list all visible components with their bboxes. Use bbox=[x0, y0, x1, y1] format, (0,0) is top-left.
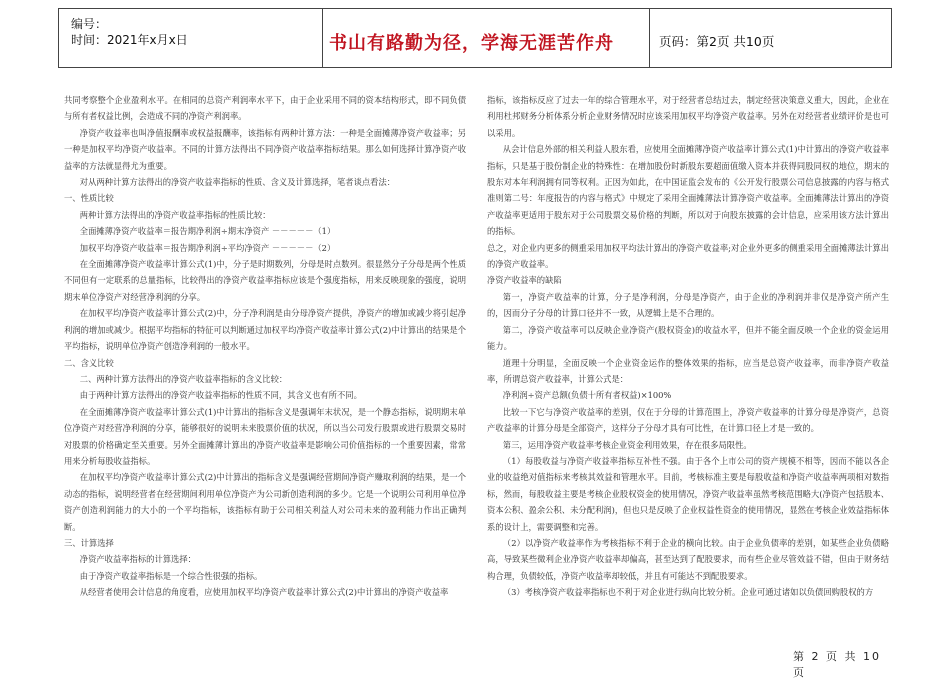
paragraph: 净资产收益率也叫净值报酬率或权益报酬率，该指标有两种计算方法：一种是全面摊薄净资产收益率；另一种是加权平均净资产收益率。不同的计算方法得出不同净资产收益率指标结果。那么如何选择计算净资产收益率的方法就显得尤为重要。 bbox=[64, 127, 466, 171]
document-page bbox=[58, 8, 892, 679]
paragraph: 第一，净资产收益率的计算，分子是净利润，分母是净资产，由于企业的净利润并非仅是净资产所产生的，因而分子分母的计算口径并不一致，从逻辑上是不合理的。 bbox=[487, 291, 889, 319]
paragraph: 道理十分明显，全面反映一个企业资金运作的整体效果的指标，应当是总资产收益率，而非净资产收益率，所谓总资产收益率，计算公式是： bbox=[487, 357, 889, 384]
paragraph: （2）以净资产收益率作为考核指标不利于企业的横向比较。由于企业负债率的差别，如某些企业负债略高，导致某些微利企业净资产收益率却偏高，甚至达到了配股要求，而有些企业尽管效益不错，但由于财务结构合理，负债较低，净资产收益率却较低，并且有可能达不到配股要求。 bbox=[487, 537, 889, 581]
paragraph: 二、两种计算方法得出的净资产收益率指标的含义比较： bbox=[79, 373, 288, 384]
number-label: 编号： bbox=[71, 17, 108, 31]
paragraph: 对从两种计算方法得出的净资产收益率指标的性质、含义及计算选择，笔者谈点看法： bbox=[79, 177, 396, 188]
paragraph: 一、性质比较 bbox=[64, 193, 114, 204]
paragraph: 在全面摊薄净资产收益率计算公式(1)中计算出的指标含义是强调年末状况，是一个静态指标，说明期末单位净资产对经营净利润的分享，能够很好的说明未来股票价值的状况，所以当公司发行股票或进行股票交易时对股票的价格确定至关重要。另外全面摊薄计算出的净资产收益率是影响公司价值指标的一个重要因素，常常用来分析每股收益指标。 bbox=[64, 406, 466, 466]
page-header bbox=[58, 8, 892, 68]
paragraph: 净利润÷资产总额(负债十所有者权益)×100% bbox=[502, 390, 672, 401]
paragraph: 总之，对企业内更多的侧重采用加权平均法计算出的净资产收益率;对企业外更多的侧重采用全面摊薄法计算出的净资产收益率。 bbox=[487, 242, 889, 270]
paragraph: 在加权平均净资产收益率计算公式(2)中计算出的指标含义是强调经营期间净资产赚取利润的结果，是一个动态的指标，说明经营者在经营期间利用单位净资产为公司新创造利润的多少。它是一个说明公司利用单位净资产创造利润能力的大小的一个平均指标，该指标有助于公司相关利益人对公司未来的盈利能力作出正确判断。 bbox=[64, 472, 466, 532]
footer-page-number: 第 2 页 共 10 页 bbox=[793, 650, 881, 679]
paragraph: 在加权平均净资产收益率计算公式(2)中，分子净利润是由分母净资产提供，净资产的增加或减少将引起净利润的增加或减少。根据平均指标的特征可以判断通过加权平均净资产收益率计算公式(2)中计算出的结果是个平均指标，说明单位净资产创造净利润的一般水平。 bbox=[64, 308, 466, 352]
paragraph: 二、含义比较 bbox=[64, 357, 114, 368]
paragraph: 三、计算选择 bbox=[64, 537, 114, 548]
paragraph: 第三，运用净资产收益率考核企业资金利用效果，存在很多局限性。 bbox=[502, 439, 752, 450]
left-text-column bbox=[64, 92, 466, 601]
header-meta bbox=[71, 16, 188, 48]
paragraph: 由于净资产收益率指标是一个综合性很强的指标。 bbox=[79, 570, 263, 581]
header-divider bbox=[649, 9, 650, 67]
paragraph: 指标，该指标反应了过去一年的综合管理水平，对于经营者总结过去，制定经营决策意义重大，因此，企业在利用杜邦财务分析体系分析企业财务情况时应该采用加权平均净资产收益率。另外在对经营者业绩评价是也可以采用。 bbox=[487, 95, 889, 138]
paragraph: （1）每股收益与净资产收益率指标互补性不强。由于各个上市公司的资产规模不相等，因而不能以各企业的收益绝对值指标来考核其效益和管理水平。目前，考核标准主要是每股收益和净资产收益率两项相对数指标，然而，每股收益主要是考核企业股权资金的使用情况，净资产收益率虽然考核范围略大(净资产包括股本、资本公积、盈余公积、未分配利润)，但也只是反映了企业权益性资金的使用情况，显然在考核企业效益指标体系的设计上，需要调整和完善。 bbox=[487, 455, 889, 532]
paragraph: （3）考核净资产收益率指标也不利于对企业进行纵向比较分析。企业可通过诸如以负债回购股权的方 bbox=[502, 587, 874, 598]
header-motto: 书山有路勤为径，学海无涯苦作舟 bbox=[329, 33, 614, 54]
paragraph: 在全面摊薄净资产收益率计算公式(1)中，分子是时期数列，分母是时点数列。很显然分子分母是两个性质不同但有一定联系的总量指标，比较得出的净资产收益率指标应该是个强度指标，用来反映现象的强度，说明期末单位净资产对经营净利润的分享。 bbox=[64, 259, 466, 302]
paragraph: 两种计算方法得出的净资产收益率指标的性质比较： bbox=[79, 209, 271, 220]
paragraph: 共同考察整个企业盈利水平。在相同的总资产利润率水平下，由于企业采用不同的资本结构形式，即不同负债与所有者权益比例，会造成不同的净资产利润率。 bbox=[64, 95, 466, 122]
paragraph: 从会计信息外部的相关利益人股东看，应使用全面摊薄净资产收益率计算公式(1)中计算出的净资产收益率指标，只是基于股份制企业的特殊性：在增加股份时新股东要超面值缴入资本并获得同股同权的地位，期末的股东对本年利润拥有同等权利。正因为如此，在中国证监会发布的《公开发行股票公司信息披露的内容与格式准则第二号：年度报告的内容与格式》中规定了采用全面摊薄法计算净资产收益率。全面摊薄法计算出的净资产收益率更适用于股东对于公司股票交易价格的判断，所以对于向股东披露的会计信息，应采用该方法计算出的指标。 bbox=[487, 144, 889, 237]
header-page-info: 页码：第2页 共10页 bbox=[659, 34, 775, 49]
paragraph: 比较一下它与净资产收益率的差别，仅在于分母的计算范围上，净资产收益率的计算分母是净资产，总资产收益率的计算分母是全部资产，这样分子分母才具有可比性，在计算口径上才是一致的。 bbox=[487, 406, 889, 434]
paragraph: 净资产收益率的缺陷 bbox=[487, 275, 562, 286]
header-divider bbox=[322, 9, 323, 67]
time-label: 时间：2021年x月x日 bbox=[71, 33, 188, 47]
paragraph: 从经营者使用会计信息的角度看，应使用加权平均净资产收益率计算公式(2)中计算出的净资产收益率 bbox=[79, 587, 449, 598]
paragraph: 由于两种计算方法得出的净资产收益率指标的性质不同，其含义也有所不同。 bbox=[79, 390, 362, 401]
paragraph: 全面摊薄净资产收益率＝报告期净利润÷期末净资产 －－－－－（1） bbox=[79, 226, 336, 237]
right-text-column bbox=[487, 92, 889, 601]
paragraph: 净资产收益率指标的计算选择： bbox=[79, 554, 196, 565]
paragraph: 加权平均净资产收益率＝报告期净利润÷平均净资产 －－－－－（2） bbox=[79, 242, 336, 253]
paragraph: 第二，净资产收益率可以反映企业净资产(股权资金)的收益水平，但并不能全面反映一个企业的资金运用能力。 bbox=[487, 324, 889, 352]
